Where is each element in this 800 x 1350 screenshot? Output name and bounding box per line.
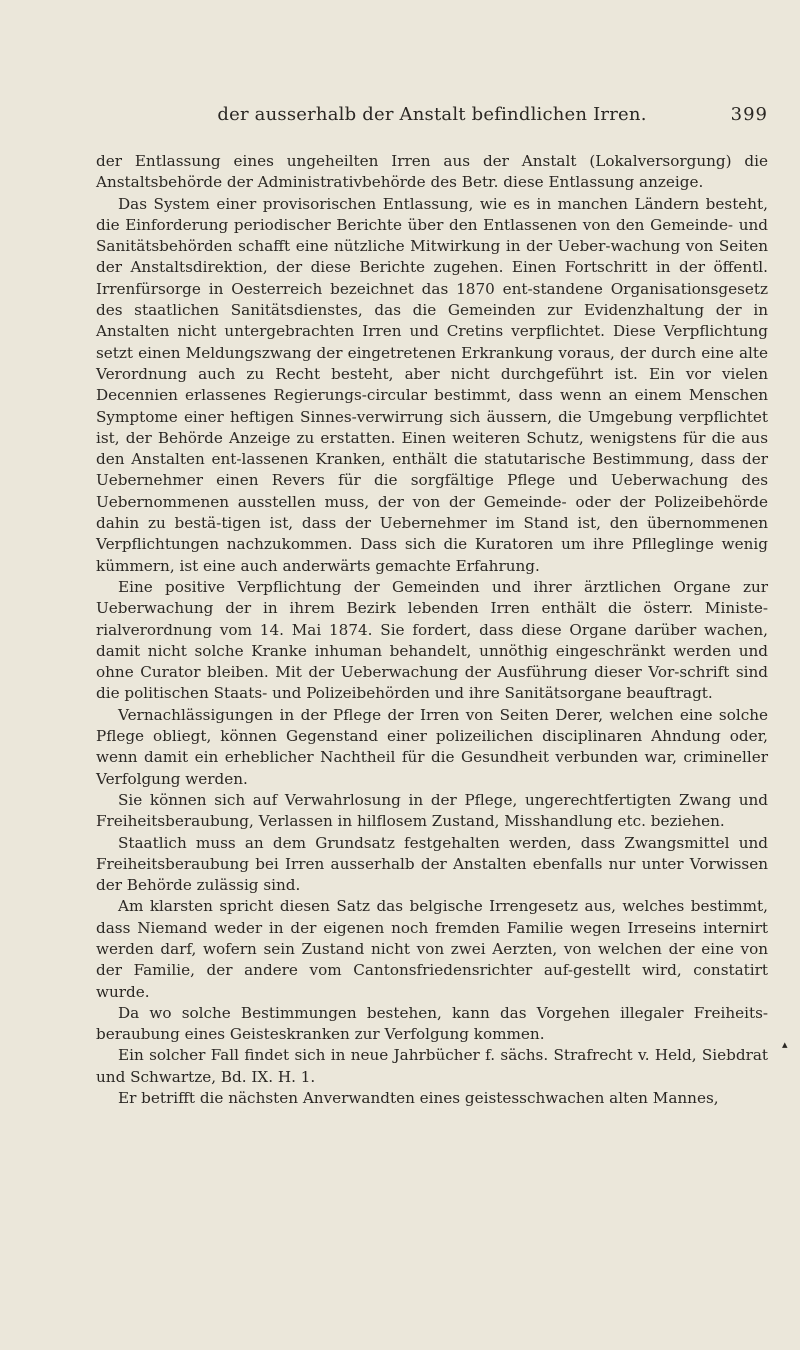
- paragraph-2: Das System einer provisorischen Entlassung, wie es in manchen Ländern besteht, die Einforderung periodischer Berichte über den Entlassenen von den Gemeinde- und Sanitätsbehörden schafft eine nützliche Mitwirkung in der Ueber-wachung von Seiten der Anstaltsdirektion, der diese Berichte zugehen. Einen Fortschritt in der öffentl. Irrenfürsorge in Oesterreich bezeichnet das 1870 ent-standene Organisationsgesetz des staatlichen Sanitätsdienstes, das die Gemeinden zur Evidenzhaltung der in Anstalten nicht untergebrachten Irren und Cretins verpflichtet. Diese Verpflichtung setzt einen Meldungszwang der eingetretenen Erkrankung voraus, der durch eine alte Verordnung auch zu Recht besteht, aber nicht durchgeführt ist. Ein vor vielen Decennien erlassenes Regierungs-circular bestimmt, dass wenn an einem Menschen Symptome einer heftigen Sinnes-verwirrung sich äussern, die Umgebung verpflichtet ist, der Behörde Anzeige zu erstatten. Einen weiteren Schutz, wenigstens für die aus den Anstalten ent-lassenen Kranken, enthält die statutarische Bestimmung, dass der Uebernehmer einen Revers für die sorgfältige Pflege und Ueberwachung des Uebernommenen ausstellen muss, der von der Gemeinde- oder der Polizeibehörde dahin zu bestä-tigen ist, dass der Uebernehmer im Stand ist, den übernommenen Verpflichtungen nachzukommen. Dass sich die Kuratoren um ihre Pflleglinge wenig kümmern, ist eine auch anderwärts gemachte Erfahrung.: [96, 194, 768, 575]
- paragraph-8: Da wo solche Bestimmungen bestehen, kann das Vorgehen illegaler Freiheits-beraubung eines Geisteskranken zur Verfolgung kommen.: [96, 1003, 768, 1044]
- margin-mark-icon: ▴: [782, 1038, 788, 1051]
- page-number: 399: [730, 104, 768, 125]
- running-header: [96, 104, 768, 132]
- paragraph-5: Sie können sich auf Verwahrlosung in der Pflege, ungerechtfertigten Zwang und Freiheitsberaubung, Verlassen in hilflosem Zustand, Misshandlung etc. beziehen.: [96, 790, 768, 831]
- paragraph-3: Eine positive Verpflichtung der Gemeinden und ihrer ärztlichen Organe zur Ueberwachung der in ihrem Bezirk lebenden Irren enthält die österr. Ministe-rialverordnung vom 14. Mai 1874. Sie fordert, dass diese Organe darüber wachen, damit nicht solche Kranke inhuman behandelt, unnöthig eingeschränkt werden und ohne Curator bleiben. Mit der Ueberwachung der Ausführung dieser Vor-schrift sind die politischen Staats- und Polizeibehörden und ihre Sanitätsorgane beauftragt.: [96, 577, 768, 703]
- paragraph-1: der Entlassung eines ungeheilten Irren aus der Anstalt (Lokalversorgung) die Anstaltsbehörde der Administrativbehörde des Betr. diese Entlassung anzeige.: [96, 152, 768, 192]
- body-text: [96, 151, 768, 1109]
- paragraph-7: Am klarsten spricht diesen Satz das belgische Irrengesetz aus, welches bestimmt, dass Niemand weder in der eigenen noch fremden Familie wegen Irreseins internirt werden darf, wofern sein Zustand nicht von zwei Aerzten, von welchen der eine von der Familie, der andere vom Cantonsfriedensrichter auf-gestellt wird, constatirt wurde.: [96, 897, 768, 1001]
- paragraph-10: Er betrifft die nächsten Anverwandten eines geistesschwachen alten Mannes,: [118, 1089, 719, 1108]
- paragraph-4: Vernachlässigungen in der Pflege der Irren von Seiten Derer, welchen eine solche Pflege obliegt, können Gegenstand einer polizeilichen disciplinaren Ahndung oder, wenn damit ein erheblicher Nachtheil für die Gesundheit verbunden war, crimineller Verfolgung werden.: [96, 705, 768, 788]
- paragraph-9: Ein solcher Fall findet sich in neue Jahrbücher f. sächs. Strafrecht v. Held, Siebdrat und Schwartze, Bd. IX. H. 1.: [96, 1046, 768, 1086]
- paragraph-6: Staatlich muss an dem Grundsatz festgehalten werden, dass Zwangsmittel und Freiheitsberaubung bei Irren ausserhalb der Anstalten ebenfalls nur unter Vorwissen der Behörde zulässig sind.: [96, 833, 768, 895]
- header-title: der ausserhalb der Anstalt befindlichen Irren.: [217, 104, 647, 125]
